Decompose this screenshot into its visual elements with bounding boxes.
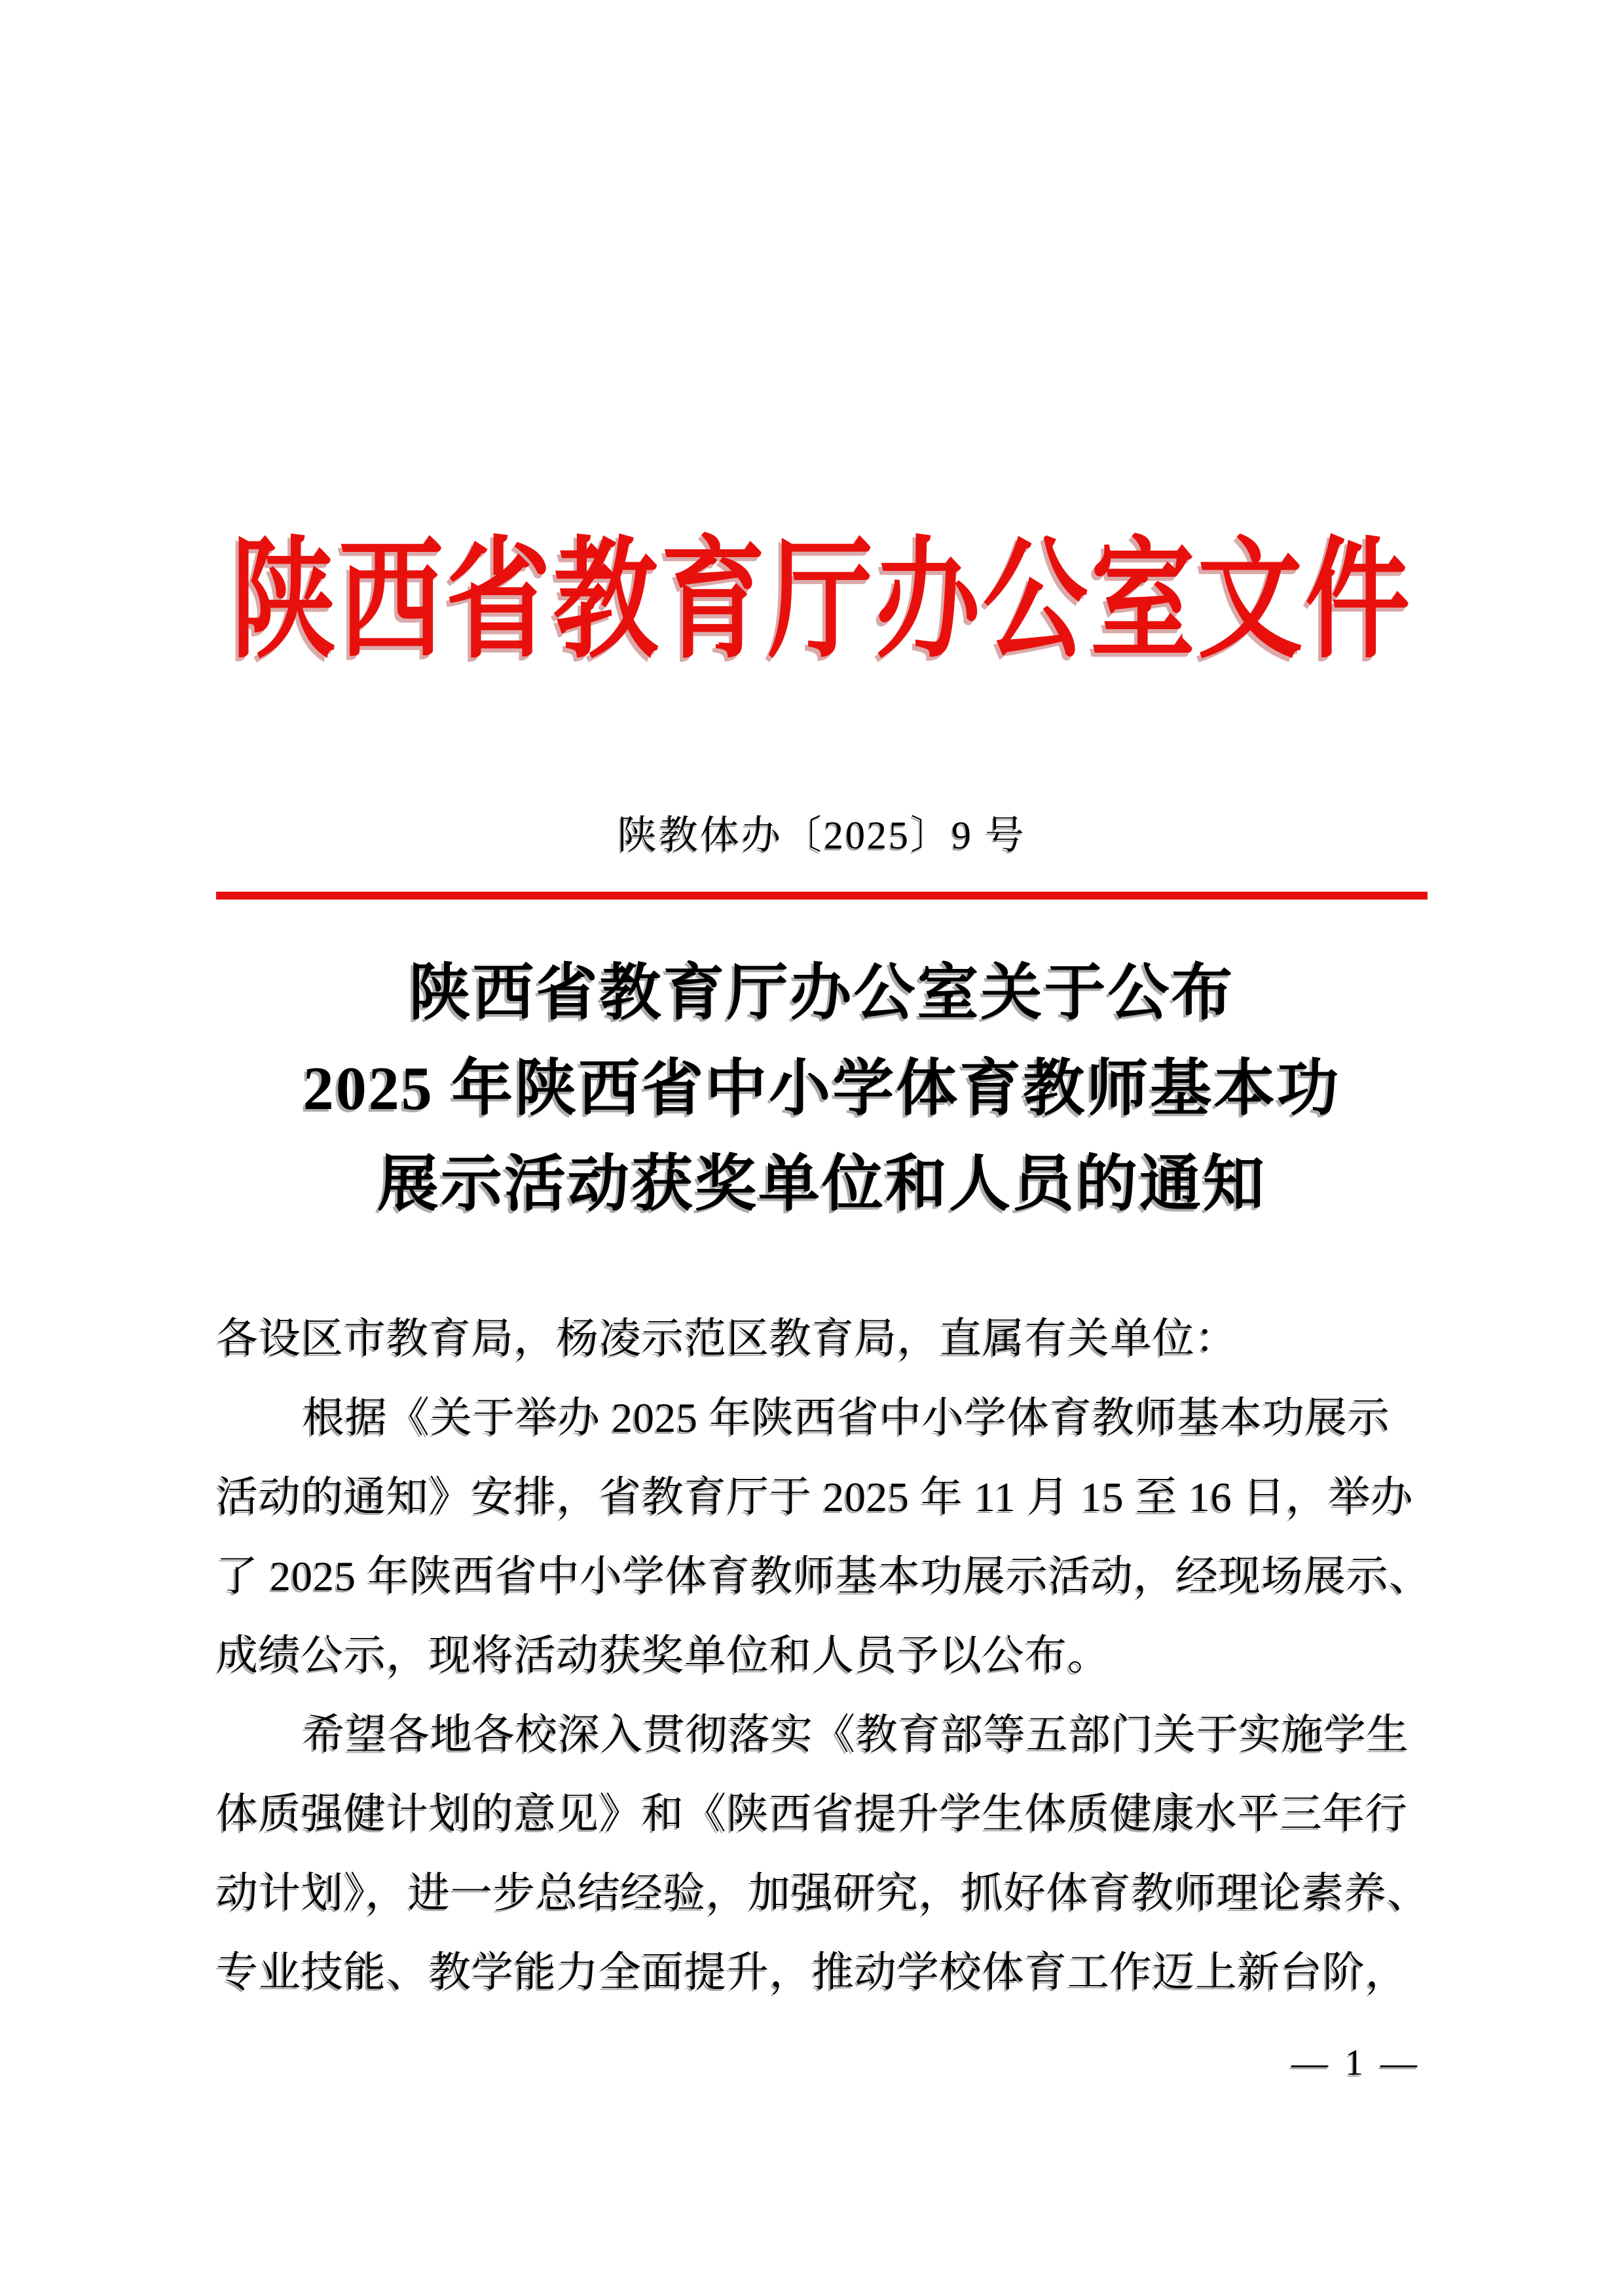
- body-line: 体质强健计划的意见》和《陕西省提升学生体质健康水平三年行: [216, 1791, 1408, 1837]
- body-line: 了 2025 年陕西省中小学体育教师基本功展示活动，经现场展示、: [216, 1553, 1431, 1599]
- red-header-banner: 陕西省教育厅办公室文件: [231, 528, 1412, 674]
- body-line: 动计划》，进一步总结经验，加强研究，抓好体育教师理论素养、: [216, 1870, 1430, 1916]
- notice-title: [216, 945, 1428, 1232]
- document-number: 陕教体办〔2025〕9 号: [618, 814, 1026, 857]
- body-line: 专业技能、教学能力全面提升，推动学校体育工作迈上新台阶，: [216, 1949, 1408, 1995]
- red-divider: [216, 892, 1428, 900]
- content-column: [216, 0, 1431, 2296]
- page-number: — 1 —: [1291, 2043, 1421, 2083]
- body-line: 成绩公示，现将活动获奖单位和人员予以公布。: [216, 1632, 1110, 1679]
- notice-title-line-3: 展示活动获奖单位和人员的通知: [377, 1150, 1266, 1218]
- body-line: 根据《关于举办 2025 年陕西省中小学体育教师基本功展示: [303, 1394, 1390, 1441]
- notice-title-line-2: 2025 年陕西省中小学体育教师基本功: [303, 1055, 1341, 1123]
- salutation-line: 各设区市教育局，杨凌示范区教育局，直属有关单位：: [216, 1315, 1238, 1362]
- body-line: 希望各地各校深入贯彻落实《教育部等五部门关于实施学生: [303, 1711, 1409, 1758]
- body-line: 活动的通知》安排，省教育厅于 2025 年 11 月 15 至 16 日，举办: [216, 1474, 1414, 1520]
- notice-title-line-1: 陕西省教育厅办公室关于公布: [409, 959, 1235, 1027]
- notice-body: [216, 1299, 1431, 2012]
